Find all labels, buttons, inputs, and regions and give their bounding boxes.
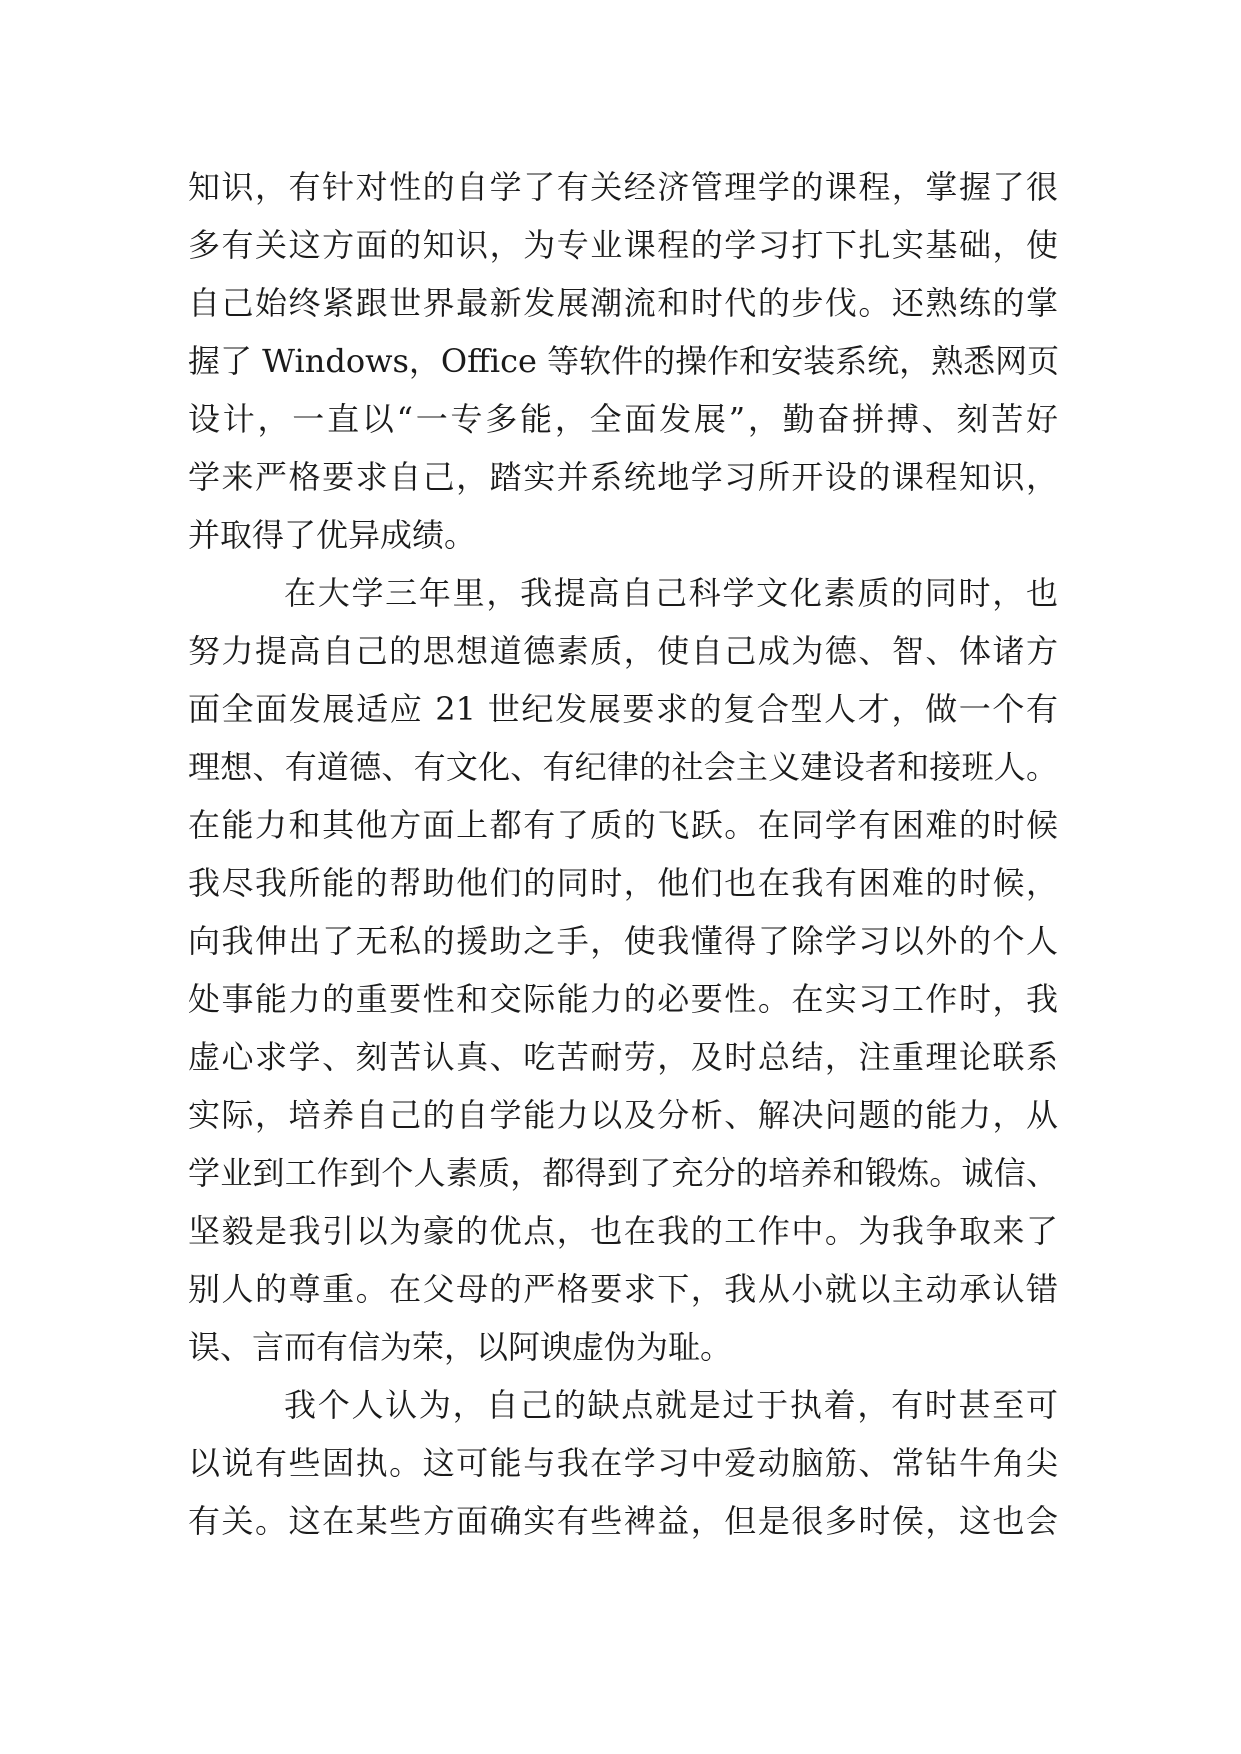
text-line: 多有关这方面的知识，为专业课程的学习打下扎实基础，使 [188,226,1058,264]
text-line: 在大学三年里，我提高自己科学文化素质的同时，也 [284,574,1058,612]
text-line: 设计，一直以“一专多能，全面发展”，勤奋拼搏、刻苦好 [188,400,1058,438]
text-line: 别人的尊重。在父母的严格要求下，我从小就以主动承认错 [188,1270,1058,1308]
text-line: 以说有些固执。这可能与我在学习中爱动脑筋、常钻牛角尖 [188,1444,1058,1482]
text-line: 自己始终紧跟世界最新发展潮流和时代的步伐。还熟练的掌 [188,284,1058,322]
text-line: 面全面发展适应 21 世纪发展要求的复合型人才，做一个有 [188,690,1058,728]
body-text [188,158,1058,1550]
text-line: 学业到工作到个人素质，都得到了充分的培养和锻炼。诚信、 [188,1154,1058,1192]
text-line: 误、言而有信为荣，以阿谀虚伪为耻。 [188,1328,733,1366]
text-line: 理想、有道德、有文化、有纪律的社会主义建设者和接班人。 [188,748,1058,786]
text-line: 我个人认为，自己的缺点就是过于执着，有时甚至可 [284,1386,1058,1424]
text-line: 我尽我所能的帮助他们的同时，他们也在我有困难的时候， [188,864,1058,902]
text-line: 握了 Windows，Office 等软件的操作和安装系统，熟悉网页 [188,342,1060,380]
text-line: 学来严格要求自己，踏实并系统地学习所开设的课程知识， [188,458,1058,496]
text-line: 在能力和其他方面上都有了质的飞跃。在同学有困难的时候 [188,806,1058,844]
text-line: 实际，培养自己的自学能力以及分析、解决问题的能力，从 [188,1096,1058,1134]
text-line: 并取得了优异成绩。 [188,516,477,554]
text-line: 坚毅是我引以为豪的优点，也在我的工作中。为我争取来了 [188,1212,1058,1250]
text-line: 努力提高自己的思想道德素质，使自己成为德、智、体诸方 [188,632,1058,670]
text-line: 处事能力的重要性和交际能力的必要性。在实习工作时，我 [188,980,1058,1018]
text-line: 向我伸出了无私的援助之手，使我懂得了除学习以外的个人 [188,922,1058,960]
text-line: 知识，有针对性的自学了有关经济管理学的课程，掌握了很 [188,168,1058,206]
text-line: 虚心求学、刻苦认真、吃苦耐劳，及时总结，注重理论联系 [188,1038,1058,1076]
text-line: 有关。这在某些方面确实有些裨益，但是很多时侯，这也会 [188,1502,1058,1540]
